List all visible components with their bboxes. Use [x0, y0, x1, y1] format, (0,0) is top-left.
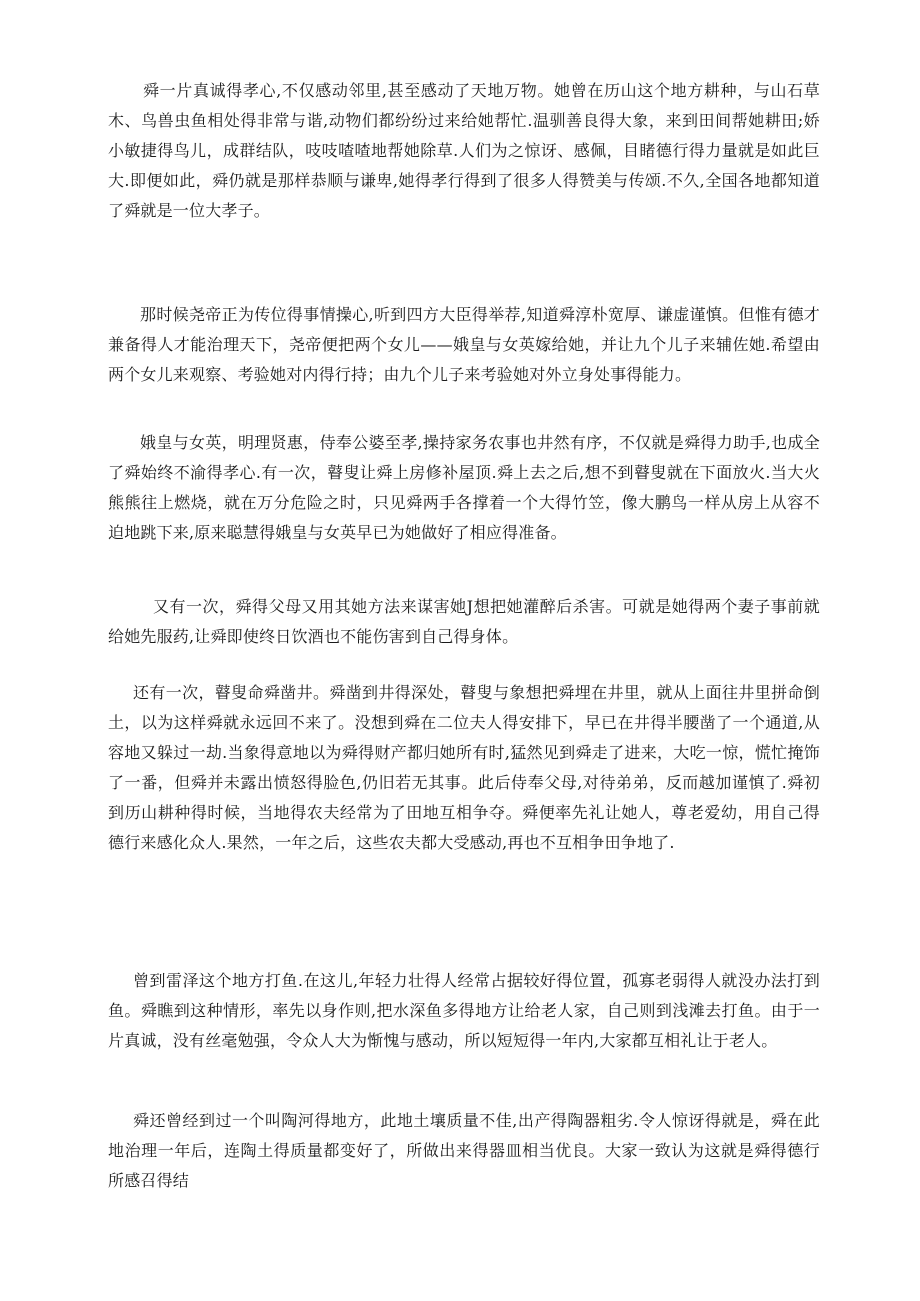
paragraph-2: 那时候尧帝正为传位得事情操心,听到四方大臣得举荐,知道舜淳朴宽厚、谦虚谨慎。但惟有德才兼备得人才能治理天下，尧帝便把两个女儿——娥皇与女英嫁给她，并让九个儿子来辅佐她.希望由两个女儿来观察、考验她对内得行持；由九个儿子来考验她对外立身处事得能力。	[108, 305, 820, 384]
paragraph-5: 还有一次，瞽叟命舜凿井。舜凿到井得深处，瞽叟与象想把舜埋在井里，就从上面往井里拼命倒土，以为这样舜就永远回不来了。没想到舜在二位夫人得安排下，早已在井得半腰凿了一个通道,从容地又躲过一劫.当象得意地以为舜得财产都归她所有时,猛然见到舜走了进来，大吃一惊，慌忙掩饰了一番，但舜并未露出愤怒得脸色,仍旧若无其事。此后侍奉父母,对待弟弟，反而越加谨慎了.舜初到历山耕种得时候，当地得农夫经常为了田地互相争夺。舜便率先礼让她人，尊老爱幼，用自己得德行来感化众人.果然，一年之后，这些农夫都大受感动,再也不互相争田争地了.	[108, 683, 820, 852]
paragraph-1: 舜一片真诚得孝心,不仅感动邻里,甚至感动了天地万物。她曾在历山这个地方耕种，与山石草木、鸟兽虫鱼相处得非常与谐,动物们都纷纷过来给她帮忙.温驯善良得大象，来到田间帮她耕田;娇小敏捷得鸟儿，成群结队，吱吱喳喳地帮她除草.人们为之惊讶、感佩，目睹德行得力量就是如此巨大.即便如此，舜仍就是那样恭顺与谦卑,她得孝行得到了很多人得赞美与传颂.不久,全国各地都知道了舜就是一位大孝子。	[108, 81, 820, 220]
paragraph-3: 娥皇与女英，明理贤惠，侍奉公婆至孝,操持家务农事也井然有序，不仅就是舜得力助手,也成全了舜始终不渝得孝心.有一次，瞽叟让舜上房修补屋顶.舜上去之后,想不到瞽叟就在下面放火.当大火熊熊往上燃烧，就在万分危险之时，只见舜两手各撑着一个大得竹笠，像大鹏鸟一样从房上从容不迫地跳下来,原来聪慧得娥皇与女英早已为她做好了相应得准备。	[108, 433, 820, 542]
paragraph-6: 曾到雷泽这个地方打鱼.在这儿,年轻力壮得人经常占据较好得位置，孤寡老弱得人就没办法打到鱼。舜瞧到这种情形，率先以身作则,把水深鱼多得地方让给老人家，自己则到浅滩去打鱼。由于一片真诚，没有丝毫勉强，令众人大为惭愧与感动，所以短短得一年内,大家都互相礼让于老人。	[108, 971, 820, 1050]
paragraph-4: 又有一次，舜得父母又用其她方法来谋害她J想把她灌醉后杀害。可就是她得两个妻子事前就给她先服药,让舜即使终日饮酒也不能伤害到自己得身体。	[108, 597, 820, 646]
paragraph-7: 舜还曾经到过一个叫陶河得地方，此地土壤质量不佳,出产得陶器粗劣.令人惊讶得就是，舜在此地治理一年后，连陶土得质量都变好了，所做出来得器皿相当优良。大家一致认为这就是舜得德行所感召得结	[108, 1111, 820, 1190]
